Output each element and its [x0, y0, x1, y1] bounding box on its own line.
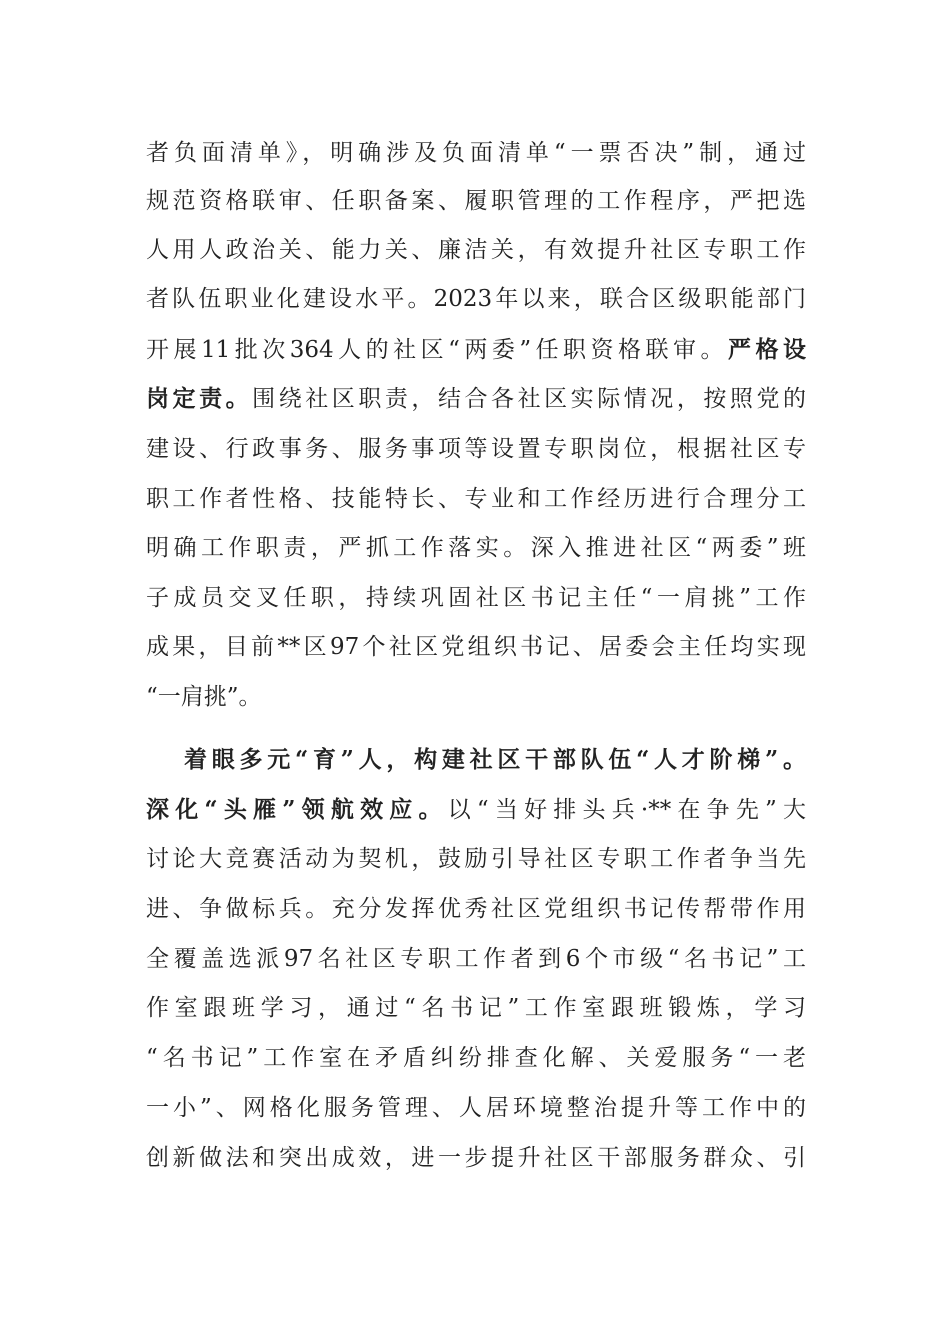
text-line: 人用人政治关、能力关、廉洁关，有效提升社区专职工作	[146, 237, 806, 263]
text-span: 开展11批次364人的社区“两委”任职资格联审。	[146, 337, 729, 363]
text-line: 子成员交叉任职，持续巩固社区书记主任“一肩挑”工作	[146, 585, 806, 611]
text-line: 者队伍职业化建设水平。2023年以来，联合区级职能部门	[146, 286, 806, 312]
text-line	[146, 325, 806, 375]
text-line: 讨论大竞赛活动为契机，鼓励引导社区专职工作者争当先	[146, 846, 806, 872]
text-line: 职工作者性格、技能特长、专业和工作经历进行合理分工	[146, 486, 806, 512]
bold-heading-span: 严格设	[728, 336, 806, 363]
text-line: 者负面清单》，明确涉及负面清单“一票否决”制，通过	[146, 140, 806, 166]
text-line: 建设、行政事务、服务事项等设置专职岗位，根据社区专	[146, 436, 806, 462]
text-line	[146, 374, 806, 424]
bold-heading-span: 岗定责。	[146, 385, 253, 412]
section-heading: 着眼多元“育”人，构建社区干部队伍“人才阶梯”。	[184, 746, 806, 773]
text-line: “一肩挑”。	[146, 684, 262, 710]
text-line: 明确工作职责，严抓工作落实。深入推进社区“两委”班	[146, 535, 806, 561]
text-line: “名书记”工作室在矛盾纠纷排查化解、关爱服务“一老	[146, 1045, 806, 1071]
text-line: 进、争做标兵。充分发挥优秀社区党组织书记传帮带作用	[146, 896, 806, 922]
text-line: 规范资格联审、任职备案、履职管理的工作程序，严把选	[146, 188, 806, 214]
text-line: 创新做法和突出成效，进一步提升社区干部服务群众、引	[146, 1145, 806, 1171]
text-line: 一小”、网格化服务管理、人居环境整治提升等工作中的	[146, 1095, 806, 1121]
text-span: 围绕社区职责，结合各社区实际情况，按照党的	[252, 386, 806, 412]
bold-heading-span: 深化“头雁”领航效应。	[146, 796, 448, 823]
text-line: 作室跟班学习，通过“名书记”工作室跟班锻炼，学习	[146, 995, 806, 1021]
text-line: 成果，目前**区97个社区党组织书记、居委会主任均实现	[146, 634, 806, 660]
text-line: 全覆盖选派97名社区专职工作者到6个市级“名书记”工	[146, 946, 806, 972]
text-line	[146, 785, 806, 835]
text-span: 以“当好排头兵·**在争先”大	[447, 797, 806, 823]
